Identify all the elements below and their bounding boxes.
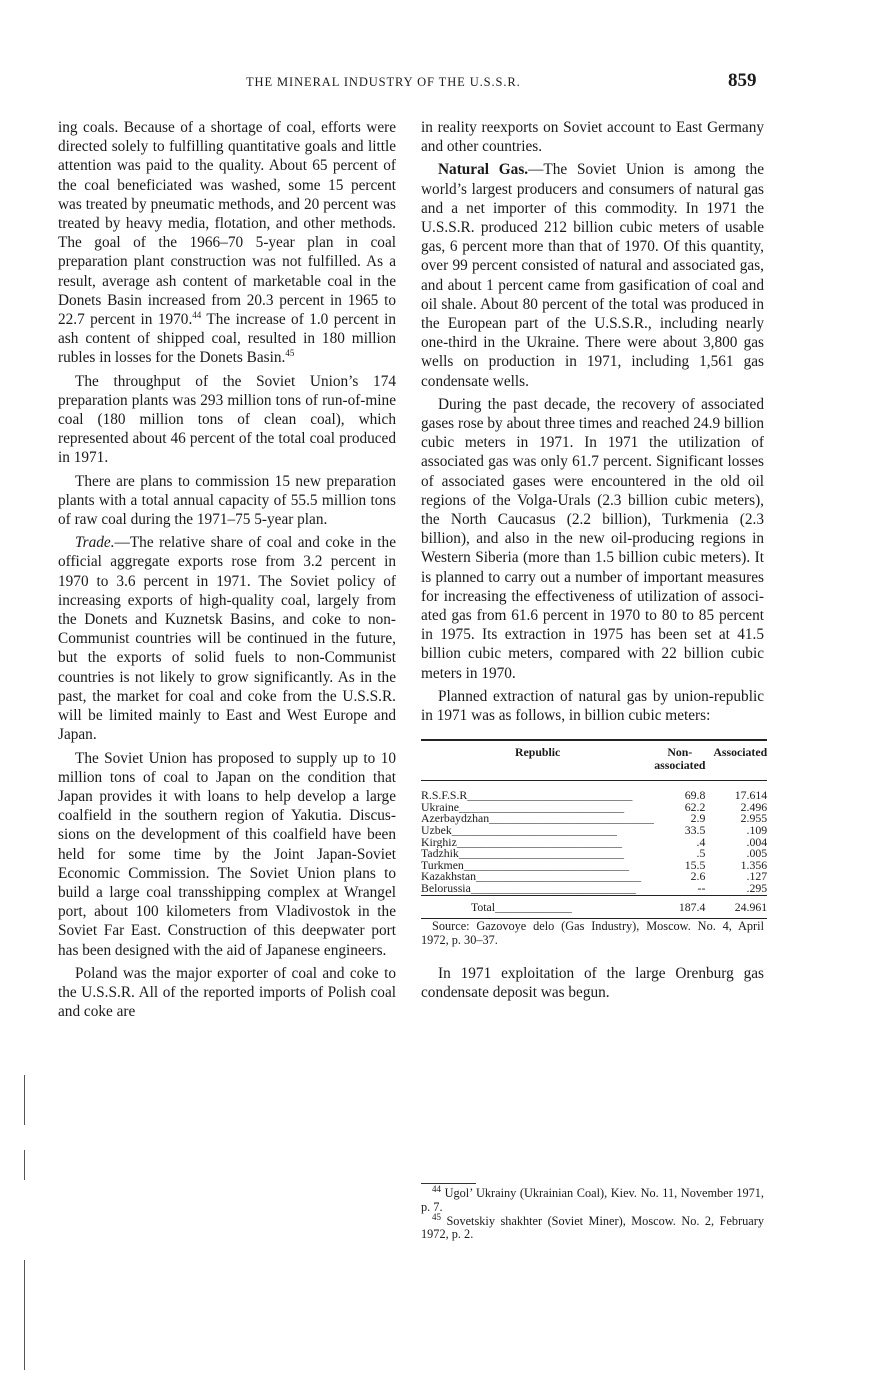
table-row	[421, 860, 767, 872]
associated-cell: 2.496	[740, 799, 768, 814]
non-associated-cell: 2.6	[690, 869, 706, 884]
republic-cell	[421, 871, 654, 883]
associated-cell: 1.356	[740, 857, 768, 872]
column-header-non-associated: Non- associated	[654, 740, 713, 781]
table-row	[421, 871, 767, 883]
associated-cell: .127	[746, 869, 768, 884]
column-header-republic: Republic	[421, 740, 654, 781]
table-body	[421, 781, 767, 895]
republic-name: Kirghiz	[421, 836, 457, 849]
scan-edge-mark	[24, 1150, 25, 1180]
leader-dots: _____________	[495, 899, 572, 914]
table-row	[421, 883, 767, 895]
table-row	[421, 837, 767, 849]
paragraph-poland: Poland was the major exporter of coal and coke to the U.S.S.R. All of the reported imports of Polish coal and coke are	[58, 964, 396, 1021]
republic-name: Kazakhstan	[421, 871, 477, 884]
paragraph-trade	[58, 533, 396, 744]
republic-cell	[421, 883, 654, 895]
right-column	[421, 118, 768, 1007]
associated-cell: .109	[746, 823, 768, 838]
table-source-note: Source: Gazovoye delo (Gas Industry), Moscow. No. 4, April 1972, p. 30–37.	[421, 919, 764, 948]
republic-name: Turkmen	[421, 859, 464, 872]
leader-dots: ____________________________	[463, 859, 629, 872]
leader-dots: ____________________________	[470, 883, 636, 896]
associated-cell: 2.955	[740, 811, 768, 826]
republic-name: R.S.F.S.R	[421, 788, 468, 802]
non-associated-cell: .4	[696, 834, 706, 849]
page-number: 859	[728, 70, 757, 91]
footnote-44	[421, 1183, 764, 1215]
paragraph-new-plants: There are plans to commission 15 new preparation plants with a total annual capacity of 55.5 million tons of raw coal during the 1971–75 5-year plan.	[58, 472, 396, 529]
republic-cell	[421, 848, 654, 860]
leader-dots: ____________________________	[476, 871, 642, 884]
republic-name: Azerbaydzhan	[421, 813, 490, 826]
leader-dots: ____________________________	[451, 825, 617, 837]
table-row	[421, 825, 767, 837]
table-row	[421, 813, 767, 825]
footnote-ref: 44	[192, 309, 202, 320]
paragraph-japan: The Soviet Union has proposed to supply up to 10 million tons of coal to Japan on the condition that Japan provides it with loans to help develop a large coalfield in the southern region of Yakutia. Discussions on the development of this coalfield have been held for some time by the Joint Japan-Soviet Economic Commission. The Soviet Union plans to build a large coal transshipping complex at Wrangel port, about 100 kilometers from Vladivostok in the Soviet Far East. Construction of this deepwater port has been designed with the aid of Japanese engineers.	[58, 749, 396, 959]
total-label-cell	[421, 895, 654, 919]
leader-dots: ____________________________	[459, 801, 625, 814]
scan-edge-mark	[24, 1260, 25, 1370]
section-heading-trade: Trade.	[75, 534, 115, 552]
footnote-text: Sovetskiy shakhter (Soviet Miner), Moscow. No. 2, February 1972, p. 2.	[421, 1213, 764, 1242]
leader-dots: ____________________________	[458, 848, 624, 860]
total-associated: 24.961	[713, 895, 767, 919]
scan-edge-mark	[24, 1075, 25, 1125]
leader-dots: ____________________________	[456, 836, 622, 849]
associated-cell: .295	[746, 881, 768, 896]
paragraph-orenburg: In 1971 exploitation of the large Orenburg gas condensate deposit was begun.	[421, 965, 764, 1002]
republic-cell	[421, 837, 654, 849]
associated-cell: .004	[746, 834, 768, 849]
footnote-45	[421, 1211, 764, 1243]
non-associated-cell: 62.2	[684, 799, 706, 814]
footnote-rule	[421, 1183, 476, 1184]
republic-cell	[421, 781, 654, 802]
running-title: THE MINERAL INDUSTRY OF THE U.S.S.R.	[246, 75, 521, 89]
footnote-ref: 45	[285, 348, 295, 359]
paragraph-reexports: in reality reexports on Soviet account to East Germany and other countries.	[421, 119, 764, 156]
table-row	[421, 848, 767, 860]
paragraph-text: ing coals. Because of a shortage of coal, efforts were directed solely to fulfilling quantitative goals and little attention was paid to the quality. About 65 percent of the coal beneficiated was washed, some 15 percent was treated by pneumatic methods, and 20 percent was treated by heavy media, flotation, and other methods. The goal of the 1966–70 5-year plan in coal preparation plant construction was not fulfilled. As a result, average ash content of marketable coal in the Donets Basin increased from 20.3 percent in 1965 to 22.7 percent in 1970.	[58, 119, 396, 329]
republic-cell	[421, 860, 654, 872]
non-associated-cell: 33.5	[684, 823, 706, 838]
total-non-associated: 187.4	[654, 895, 713, 919]
footnote-text: Ugol’ Ukrainy (Ukrainian Coal), Kiev. No. 11, November 1971, p. 7.	[421, 1186, 764, 1214]
footnotes	[421, 1183, 764, 1242]
table-row	[421, 781, 767, 802]
paragraph-text: —The relative share of coal and coke in the official aggregate exports rose from 3.2 percent in 1970 to 3.6 percent in 1971. The Soviet policy of increasing exports of high-quality coal, largely from the Donets and Kuznetsk Basins, and coke to non-Communist countries will be continued in the future, but the exports of solid fuels to non-Communist countries is not likely to grow significantly. As in the past, the market for coal and coke from the U.S.S.R. will be limited mainly to East and West Europe and Japan.	[58, 534, 396, 744]
non-associated-cell: 2.9	[690, 811, 706, 826]
associated-cell: 17.614	[734, 788, 768, 803]
republic-cell	[421, 802, 654, 814]
column-header-associated: Associated	[713, 740, 767, 781]
republic-cell	[421, 825, 654, 837]
leader-dots: ____________________________	[489, 813, 655, 826]
left-column	[58, 118, 396, 1025]
total-label: Total	[471, 899, 496, 914]
paragraph-text: —The Soviet Union is among the world’s largest producers and consumers of natural gas and a net importer of this commodity. In 1971 the U.S.S.R. produced 212 billion cubic meters of usable gas, 6 percent more than that of 1970. Of this quantity, over 99 percent consisted of natural and associated gas, and about 1 percent came from gasification of coal and oil shale. About 80 percent of the total was produced in the European part of the U.S.S.R., including nearly one-third in the Ukraine. There were about 3,800 gas wells on production in 1971, including 1,561 gas condensate wells.	[421, 161, 764, 390]
paragraph-throughput: The throughput of the Soviet Union’s 174 preparation plants was 293 million tons of run-of-mine coal (180 million tons of clean coal), which represented about 46 percent of the total coal produced in 1971.	[58, 372, 396, 467]
non-associated-cell: 15.5	[684, 857, 706, 872]
republic-cell	[421, 813, 654, 825]
non-associated-cell: .5	[696, 846, 706, 861]
table-row	[421, 802, 767, 814]
table-total-row	[421, 895, 767, 919]
republic-name: Tadzhik	[421, 848, 459, 860]
paragraph-natural-gas	[421, 160, 764, 390]
paragraph-coal-quality	[58, 118, 396, 368]
republic-name: Ukraine	[421, 801, 459, 814]
page-header	[0, 70, 876, 100]
leader-dots: ____________________________	[467, 788, 633, 802]
republic-name: Uzbek	[421, 825, 452, 837]
associated-cell: .005	[746, 846, 768, 861]
footnote-number: 45	[432, 1211, 441, 1222]
non-associated-cell: 69.8	[684, 788, 706, 803]
paragraph-text: The increase of 1.0 percent in ash content of shipped coal, resulted in 180 million rubles in losses for the Donets Basin.	[58, 311, 397, 367]
republic-name: Belorussia	[421, 883, 471, 896]
footnote-number: 44	[432, 1183, 441, 1194]
paragraph-associated-gases: During the past decade, the recovery of associated gases rose by about three times and reached 24.9 billion cubic meters in 1971. In 1971 the utilization of associated gas was only 61.7 percent. Significant losses of associated gases were encountered in the old oil regions of the Volga-Urals (2.3 billion cubic meters), the North Caucasus (2.2 billion), Turkmenia (2.3 billion), and also in the new oil-producing regions in Western Siberia (more than 1.5 billion cubic meters). It is planned to carry out a number of important measures for increasing the effectiveness of utilization of associated gas from 61.6 percent in 1970 to 80 to 85 percent in 1975. Its extraction in 1975 has been set at 41.5 billion cubic meters, compared with 22 billion cubic meters in 1970.	[421, 395, 764, 682]
non-associated-cell: --	[697, 881, 706, 896]
gas-extraction-table	[421, 739, 767, 919]
section-heading-natural-gas: Natural Gas.	[438, 161, 529, 179]
paragraph-table-intro: Planned extraction of natural gas by union-republic in 1971 was as follows, in billion cubic meters:	[421, 687, 764, 725]
